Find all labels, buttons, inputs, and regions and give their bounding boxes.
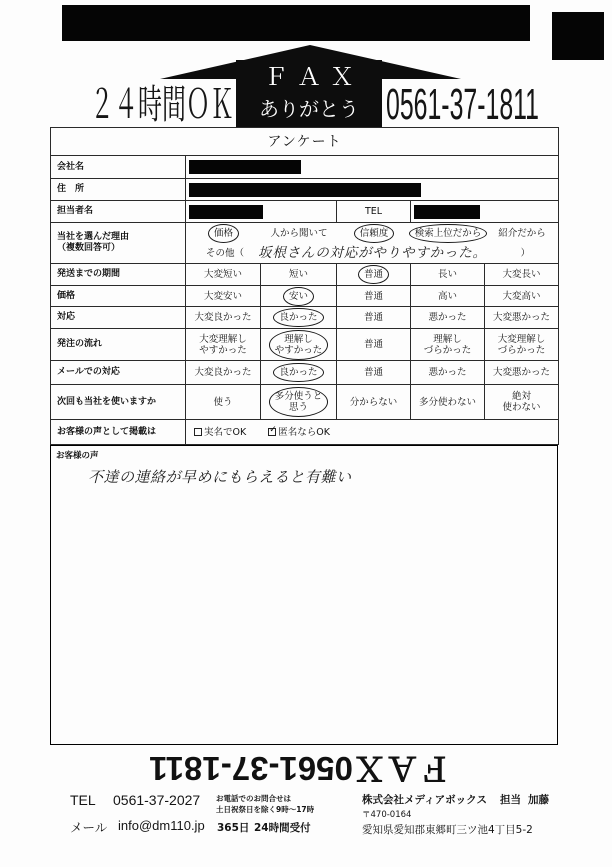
rating-option: 多分使わない	[418, 396, 476, 408]
ratings	[51, 264, 559, 420]
rating-option-wrap	[279, 367, 317, 378]
footer-company-name: 株式会社メディアボックス	[362, 794, 488, 806]
arrow-fax-text: ＦＡＸ	[264, 63, 363, 91]
footer-tel-number: 0561-37-2027	[113, 792, 201, 808]
rating-option-wrap	[493, 312, 550, 323]
rating-label: 発送までの期間	[51, 264, 186, 286]
rating-option-cell	[337, 307, 411, 329]
rating-option: 大変良かった	[194, 367, 252, 378]
rating-option-cell	[186, 329, 261, 361]
reason-option: 紹介だから	[498, 227, 546, 239]
rating-option-cell	[485, 385, 559, 420]
rating-option-cell	[411, 361, 485, 385]
rating-option-cell	[261, 307, 337, 329]
rating-option-cell	[186, 307, 261, 329]
rating-option-wrap	[503, 291, 541, 302]
rating-option-cell	[261, 329, 337, 361]
rating-option: 普通	[363, 367, 383, 378]
reason-option-cell	[337, 228, 411, 239]
footer-phone-note-2: 土日祝祭日を除く9時～17時	[216, 805, 315, 814]
publish-real-name-label: 実名でOK	[204, 426, 247, 438]
rating-option-cell	[337, 329, 411, 361]
publish-real-name	[194, 427, 246, 438]
rating-option-wrap	[438, 269, 457, 280]
rating-option: 使う	[213, 396, 233, 408]
rating-option: 大変良かった	[194, 312, 252, 323]
reason-option-wrap	[360, 228, 389, 239]
rating-option: 普通	[363, 339, 383, 350]
publish-label: お客様の声として掲載は	[51, 420, 186, 445]
contact-label: 担当者名	[51, 201, 186, 223]
rating-option-wrap	[204, 291, 242, 302]
reason-option: 人から聞いて	[270, 227, 328, 239]
rating-option: 短い	[288, 269, 308, 280]
reason-option-cell	[186, 228, 261, 239]
rating-option-wrap	[289, 291, 308, 302]
rating-option-wrap	[364, 367, 383, 378]
publish-row	[51, 420, 559, 445]
rating-label: メールでの対応	[51, 361, 186, 385]
footer-email: info@dm110.jp	[118, 818, 205, 833]
reason-option-wrap	[415, 228, 482, 239]
contact-field	[186, 201, 337, 223]
selection-circle	[269, 330, 329, 360]
check-mark-icon: ✓	[269, 425, 277, 435]
reason-option-wrap	[498, 228, 546, 239]
reason-options-cell	[186, 223, 559, 264]
survey-table	[50, 127, 559, 445]
company-label: 会社名	[51, 156, 186, 179]
rating-option-wrap	[364, 291, 383, 302]
reason-option-cell	[411, 228, 485, 239]
redaction-bar-top	[62, 5, 530, 41]
rating-option: 普通	[363, 290, 383, 302]
rating-option-wrap	[199, 334, 247, 356]
rating-option-cell	[411, 329, 485, 361]
rating-option-wrap	[438, 291, 457, 302]
footer-phone-note-1: お電話でのお問合せは	[216, 794, 291, 803]
rating-option: 悪かった	[428, 367, 467, 378]
rating-option: 多分使うと 思う	[274, 391, 323, 413]
rating-option: 理解し づらかった	[423, 333, 472, 356]
rating-option: 大変長い	[502, 269, 541, 280]
tel-redaction	[414, 205, 480, 219]
company-field	[186, 156, 559, 179]
selection-circle	[358, 265, 389, 284]
rating-option: 安い	[288, 290, 308, 302]
rating-option-cell	[411, 286, 485, 307]
tel-label: TEL	[337, 201, 411, 223]
rating-option-cell	[186, 286, 261, 307]
customer-voice-handwritten: 不達の連絡が早めにもらえると有難い	[88, 468, 352, 486]
footer-mail-label: メール	[70, 820, 108, 835]
rating-row	[51, 307, 559, 329]
footer-address: 愛知県愛知郡東郷町三ツ池4丁目5-2	[362, 824, 533, 836]
footer-contact-name: 加藤	[528, 794, 549, 806]
selection-circle	[273, 363, 323, 382]
reason-sublabel: （複数回答可）	[57, 243, 121, 253]
rating-option-cell	[186, 264, 261, 286]
rating-option: 良かった	[279, 312, 318, 323]
address-field	[186, 179, 559, 201]
rating-option: 大変悪かった	[493, 312, 551, 323]
rating-option-wrap	[194, 312, 251, 323]
company-redaction	[189, 160, 301, 174]
selection-circle	[273, 308, 323, 327]
rating-option-wrap	[275, 334, 323, 356]
rating-option: 高い	[437, 290, 457, 302]
reason-options	[186, 223, 558, 243]
rating-option-cell	[337, 286, 411, 307]
rating-option-cell	[485, 361, 559, 385]
reason-option-wrap	[214, 228, 233, 239]
rating-row	[51, 361, 559, 385]
rating-option: 大変悪かった	[493, 367, 551, 378]
footer-postal-code: 〒470-0164	[362, 810, 412, 820]
footer-contact-label: 担当	[500, 794, 521, 806]
reason-option: 価格	[213, 227, 233, 239]
rating-option: 分からない	[349, 396, 398, 408]
rating-row	[51, 329, 559, 361]
rating-option: 絶対 使わない	[502, 391, 541, 413]
rating-option-cell	[186, 385, 261, 420]
reason-option-cell	[261, 228, 337, 239]
rating-option-cell	[411, 385, 485, 420]
fax-number: 0561-37-1811	[386, 80, 539, 129]
publish-options	[186, 427, 558, 438]
reason-option: 検索上位だから	[414, 227, 482, 239]
reason-other-close: ）	[520, 247, 531, 259]
rating-option-wrap	[204, 269, 242, 280]
rating-option: 悪かった	[428, 312, 467, 323]
rating-option-wrap	[428, 367, 466, 378]
customer-voice-label: お客様の声	[56, 451, 99, 461]
publish-anonymous-label: 匿名ならOK	[278, 426, 330, 438]
company-row	[51, 156, 559, 179]
rating-option-wrap	[364, 312, 383, 323]
selection-circle	[409, 224, 488, 243]
reason-label: 当社を選んだ理由	[57, 232, 130, 242]
arrow-thanks-text: ありがとう	[259, 97, 359, 121]
rating-row	[51, 385, 559, 420]
rating-option-cell	[485, 286, 559, 307]
footer-tel-label: TEL	[70, 792, 96, 808]
rating-row	[51, 264, 559, 286]
reason-option-cell	[485, 228, 559, 239]
checkbox-empty-icon	[194, 428, 202, 436]
address-row	[51, 179, 559, 201]
rating-option-cell	[337, 385, 411, 420]
selection-circle	[354, 224, 395, 243]
rating-option: 普通	[363, 269, 383, 280]
rating-option-cell	[261, 264, 337, 286]
rating-option-wrap	[289, 269, 308, 280]
rating-option-wrap	[364, 339, 383, 350]
footer-hours: 24時間受付	[254, 822, 311, 834]
rating-option-wrap	[275, 391, 323, 413]
customer-voice-box	[50, 445, 558, 745]
rating-option-wrap	[364, 269, 383, 280]
rating-label: 価格	[51, 286, 186, 307]
selection-circle	[208, 224, 239, 243]
contact-redaction	[189, 205, 263, 219]
survey-title-row	[51, 128, 559, 156]
contact-row	[51, 201, 559, 223]
rating-option-cell	[485, 264, 559, 286]
rating-option: 良かった	[279, 367, 318, 378]
address-redaction	[189, 183, 421, 197]
open-24h-text: ２４時間ＯＫ	[90, 83, 234, 127]
reason-option: 信頼度	[359, 227, 389, 239]
rating-option: 大変安い	[203, 290, 242, 302]
rating-label: 対応	[51, 307, 186, 329]
rating-option-cell	[261, 361, 337, 385]
rating-option-cell	[411, 307, 485, 329]
rating-option-wrap	[503, 269, 541, 280]
rating-option-cell	[186, 361, 261, 385]
reason-label-cell	[51, 223, 186, 264]
rating-option-wrap	[213, 397, 232, 408]
rating-option: 大変理解し やすかった	[199, 333, 247, 356]
rating-option-cell	[261, 385, 337, 420]
rating-option: 長い	[437, 269, 457, 280]
reason-other	[186, 243, 558, 263]
selection-circle	[269, 387, 329, 417]
rating-option-wrap	[498, 334, 546, 356]
rating-option-cell	[485, 329, 559, 361]
footer-days: 365日	[217, 822, 250, 834]
rating-option-cell	[261, 286, 337, 307]
redaction-block-corner	[552, 12, 604, 60]
rating-row	[51, 286, 559, 307]
rating-label: 発注の流れ	[51, 329, 186, 361]
rating-option-wrap	[424, 334, 472, 356]
publish-anonymous	[268, 427, 330, 438]
publish-options-cell	[186, 420, 559, 445]
rating-option-cell	[485, 307, 559, 329]
selection-circle	[283, 287, 314, 306]
flipped-fax-number: ＦＡＸ0561-37-1811	[149, 750, 452, 787]
reason-other-label: その他（	[206, 247, 245, 259]
rating-option-wrap	[503, 391, 541, 413]
rating-option-wrap	[350, 397, 398, 408]
reason-option-wrap	[270, 228, 327, 239]
rating-option: 普通	[363, 312, 383, 323]
rating-option: 大変理解し づらかった	[497, 333, 546, 356]
reason-row	[51, 223, 559, 264]
rating-option-wrap	[419, 397, 476, 408]
rating-option-wrap	[194, 367, 251, 378]
rating-option-cell	[337, 264, 411, 286]
rating-label: 次回も当社を使いますか	[51, 385, 186, 420]
reason-other-handwritten: 坂根さんの対応がやりやすかった。	[258, 244, 487, 261]
tel-field	[411, 201, 559, 223]
rating-option-wrap	[428, 312, 466, 323]
rating-option: 理解し やすかった	[274, 333, 323, 356]
rating-option: 大変高い	[502, 290, 541, 302]
rating-option-cell	[411, 264, 485, 286]
rating-option-wrap	[279, 312, 317, 323]
checkbox-checked-icon	[268, 425, 277, 436]
survey-title: アンケート	[51, 128, 559, 156]
address-label: 住 所	[51, 179, 186, 201]
rating-option: 大変短い	[203, 269, 242, 280]
rating-option-wrap	[493, 367, 550, 378]
rating-option-cell	[337, 361, 411, 385]
